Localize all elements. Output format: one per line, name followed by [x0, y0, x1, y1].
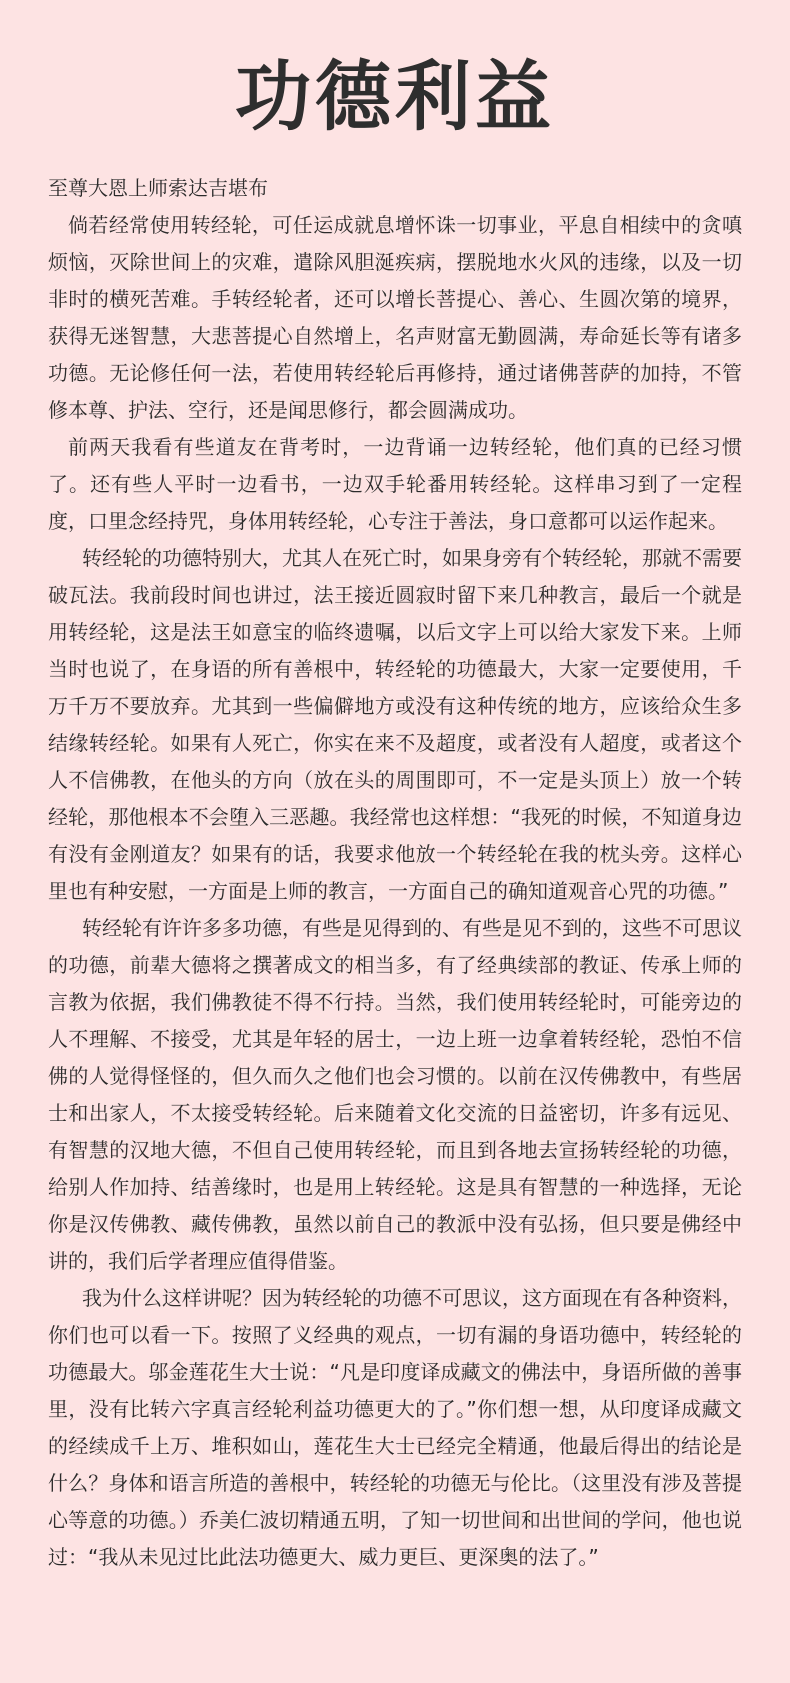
paragraph: 转经轮的功德特别大，尤其人在死亡时，如果身旁有个转经轮，那就不需要破瓦法。我前段时间也讲过，法王接近圆寂时留下来几种教言，最后一个就是用转经轮，这是法王如意宝的临终遗嘱，以后文字上可以给大家发下来。上师当时也说了，在身语的所有善根中，转经轮的功德最大，大家一定要使用，千万千万不要放弃。尤其到一些偏僻地方或没有这种传统的地方，应该给众生多结缘转经轮。如果有人死亡，你实在来不及超度，或者没有人超度，或者这个人不信佛教，在他头的方向（放在头的周围即可，不一定是头顶上）放一个转经轮，那他根本不会堕入三恶趣。我经常也这样想：“我死的时候，不知道身边有没有金刚道友？如果有的话，我要求他放一个转经轮在我的枕头旁。这样心里也有种安慰，一方面是上师的教言，一方面自己的确知道观音心咒的功德。”	[48, 546, 742, 903]
article-title: 功德利益	[235, 52, 555, 141]
article-author: 至尊大恩上师索达吉堪布	[48, 176, 268, 200]
paragraph: 倘若经常使用转经轮，可任运成就息增怀诛一切事业，平息自相续中的贪嗔烦恼，灭除世间上的灾难，遣除风胆涎疾病，摆脱地水火风的违缘，以及一切非时的横死苦难。手转经轮者，还可以增长菩提心、善心、生圆次第的境界，获得无迷智慧，大悲菩提心自然增上，名声财富无勤圆满，寿命延长等有诸多功德。无论修任何一法，若使用转经轮后再修持，通过诸佛菩萨的加持，不管修本尊、护法、空行，还是闻思修行，都会圆满成功。	[48, 213, 742, 422]
paragraph: 我为什么这样讲呢？因为转经轮的功德不可思议，这方面现在有各种资料，你们也可以看一下。按照了义经典的观点，一切有漏的身语功德中，转经轮的功德最大。邬金莲花生大士说：“凡是印度译成藏文的佛法中，身语所做的善事里，没有比转六字真言经轮利益功德更大的了。”你们想一想，从印度译成藏文的经续成千上万、堆积如山，莲花生大士已经完全精通，他最后得出的结论是什么？身体和语言所造的善根中，转经轮的功德无与伦比。（这里没有涉及菩提心等意的功德。）乔美仁波切精通五明，了知一切世间和出世间的学问，他也说过：“我从未见过比此法功德更大、威力更巨、更深奥的法了。”	[48, 1286, 742, 1569]
paragraph: 转经轮有许许多多功德，有些是见得到的、有些是见不到的，这些不可思议的功德，前辈大德将之撰著成文的相当多，有了经典续部的教证、传承上师的言教为依据，我们佛教徒不得不行持。当然，我们使用转经轮时，可能旁边的人不理解、不接受，尤其是年轻的居士，一边上班一边拿着转经轮，恐怕不信佛的人觉得怪怪的，但久而久之他们也会习惯的。以前在汉传佛教中，有些居士和出家人，不太接受转经轮。后来随着文化交流的日益密切，许多有远见、有智慧的汉地大德，不但自己使用转经轮，而且到各地去宣扬转经轮的功德，给别人作加持、结善缘时，也是用上转经轮。这是具有智慧的一种选择，无论你是汉传佛教、藏传佛教，虽然以前自己的教派中没有弘扬，但只要是佛经中讲的，我们后学者理应值得借鉴。	[48, 916, 742, 1273]
paragraph: 前两天我看有些道友在背考时，一边背诵一边转经轮，他们真的已经习惯了。还有些人平时一边看书，一边双手轮番用转经轮。这样串习到了一定程度，口里念经持咒，身体用转经轮，心专注于善法，身口意都可以运作起来。	[48, 435, 742, 533]
